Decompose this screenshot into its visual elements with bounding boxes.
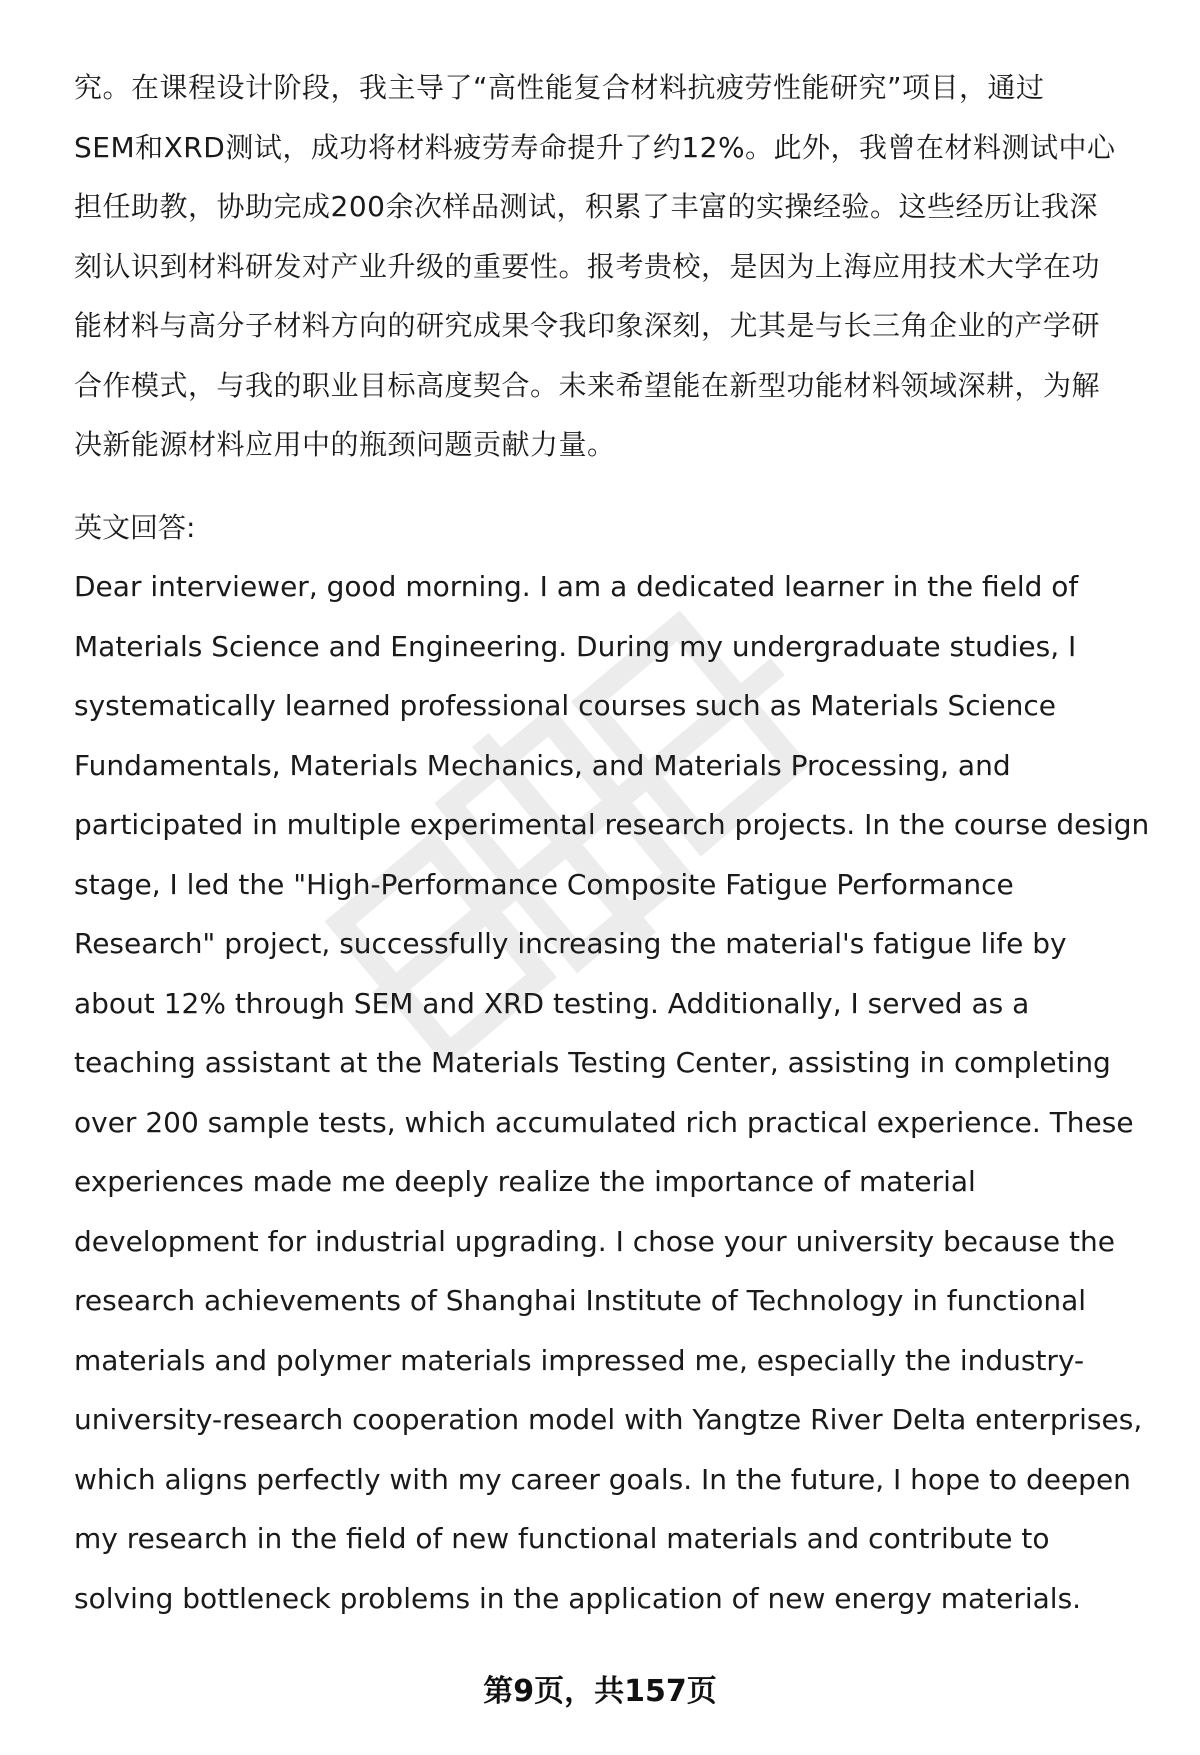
english-answer-line: teaching assistant at the Materials Testing Center, assisting in completing: [74, 1046, 1111, 1079]
english-answer-line: materials and polymer materials impressed me, especially the industry-: [74, 1343, 1085, 1377]
english-answer-line: experiences made me deeply realize the importance of material: [74, 1165, 976, 1198]
english-answer-line: about 12% through SEM and XRD testing. Additionally, I served as a: [74, 986, 1030, 1020]
english-answer-line: research achievements of Shanghai Institute of Technology in functional: [74, 1284, 1087, 1317]
english-answer-line: university-research cooperation model with Yangtze River Delta enterprises,: [74, 1403, 1143, 1436]
chinese-answer-line: 担任助教，协助完成200余次样品测试，积累了丰富的实操经验。这些经历让我深: [74, 190, 1098, 223]
english-answer-line: participated in multiple experimental research projects. In the course design: [74, 808, 1150, 841]
english-answer-line: my research in the field of new functional materials and contribute to: [74, 1522, 1050, 1555]
chinese-answer-line: 能材料与高分子材料方向的研究成果令我印象深刻，尤其是与长三角企业的产学研: [74, 309, 1101, 342]
english-answer-line: Research" project, successfully increasing the material's fatigue life by: [74, 927, 1067, 960]
chinese-answer-line: 刻认识到材料研发对产业升级的重要性。报考贵校，是因为上海应用技术大学在功: [74, 249, 1101, 283]
english-answer-line: over 200 sample tests, which accumulated rich practical experience. These: [74, 1105, 1134, 1139]
english-answer-line: stage, I led the "High-Performance Composite Fatigue Performance: [74, 867, 1014, 901]
english-answer-line: Materials Science and Engineering. During my undergraduate studies, I: [74, 629, 1077, 663]
chinese-answer-line: 决新能源材料应用中的瓶颈问题贡献力量。: [74, 428, 616, 461]
english-answer-line: Fundamentals, Materials Mechanics, and Materials Processing, and: [74, 748, 1011, 782]
chinese-answer-paragraph: [74, 58, 1154, 475]
english-answer-line: development for industrial upgrading. I chose your university because the: [74, 1224, 1115, 1258]
english-answer-paragraph: [74, 557, 1154, 1628]
english-answer-line: which aligns perfectly with my career goals. In the future, I hope to deepen: [74, 1462, 1131, 1496]
chinese-answer-line: 究。在课程设计阶段，我主导了“高性能复合材料抗疲劳性能研究”项目，通过: [74, 71, 1045, 104]
page-number-footer: 第9页，共157页: [483, 1674, 717, 1709]
english-answer-line: systematically learned professional courses such as Materials Science: [74, 689, 1056, 722]
english-answer-line: Dear interviewer, good morning. I am a dedicated learner in the field of: [74, 570, 1079, 603]
chinese-answer-line: 合作模式，与我的职业目标高度契合。未来希望能在新型功能材料领域深耕，为解: [74, 368, 1101, 402]
chinese-answer-line: SEM和XRD测试，成功将材料疲劳寿命提升了约12%。此外，我曾在材料测试中心: [74, 130, 1116, 164]
english-answer-line: solving bottleneck problems in the application of new energy materials.: [74, 1581, 1082, 1615]
english-answer-label: 英文回答:: [74, 511, 196, 544]
